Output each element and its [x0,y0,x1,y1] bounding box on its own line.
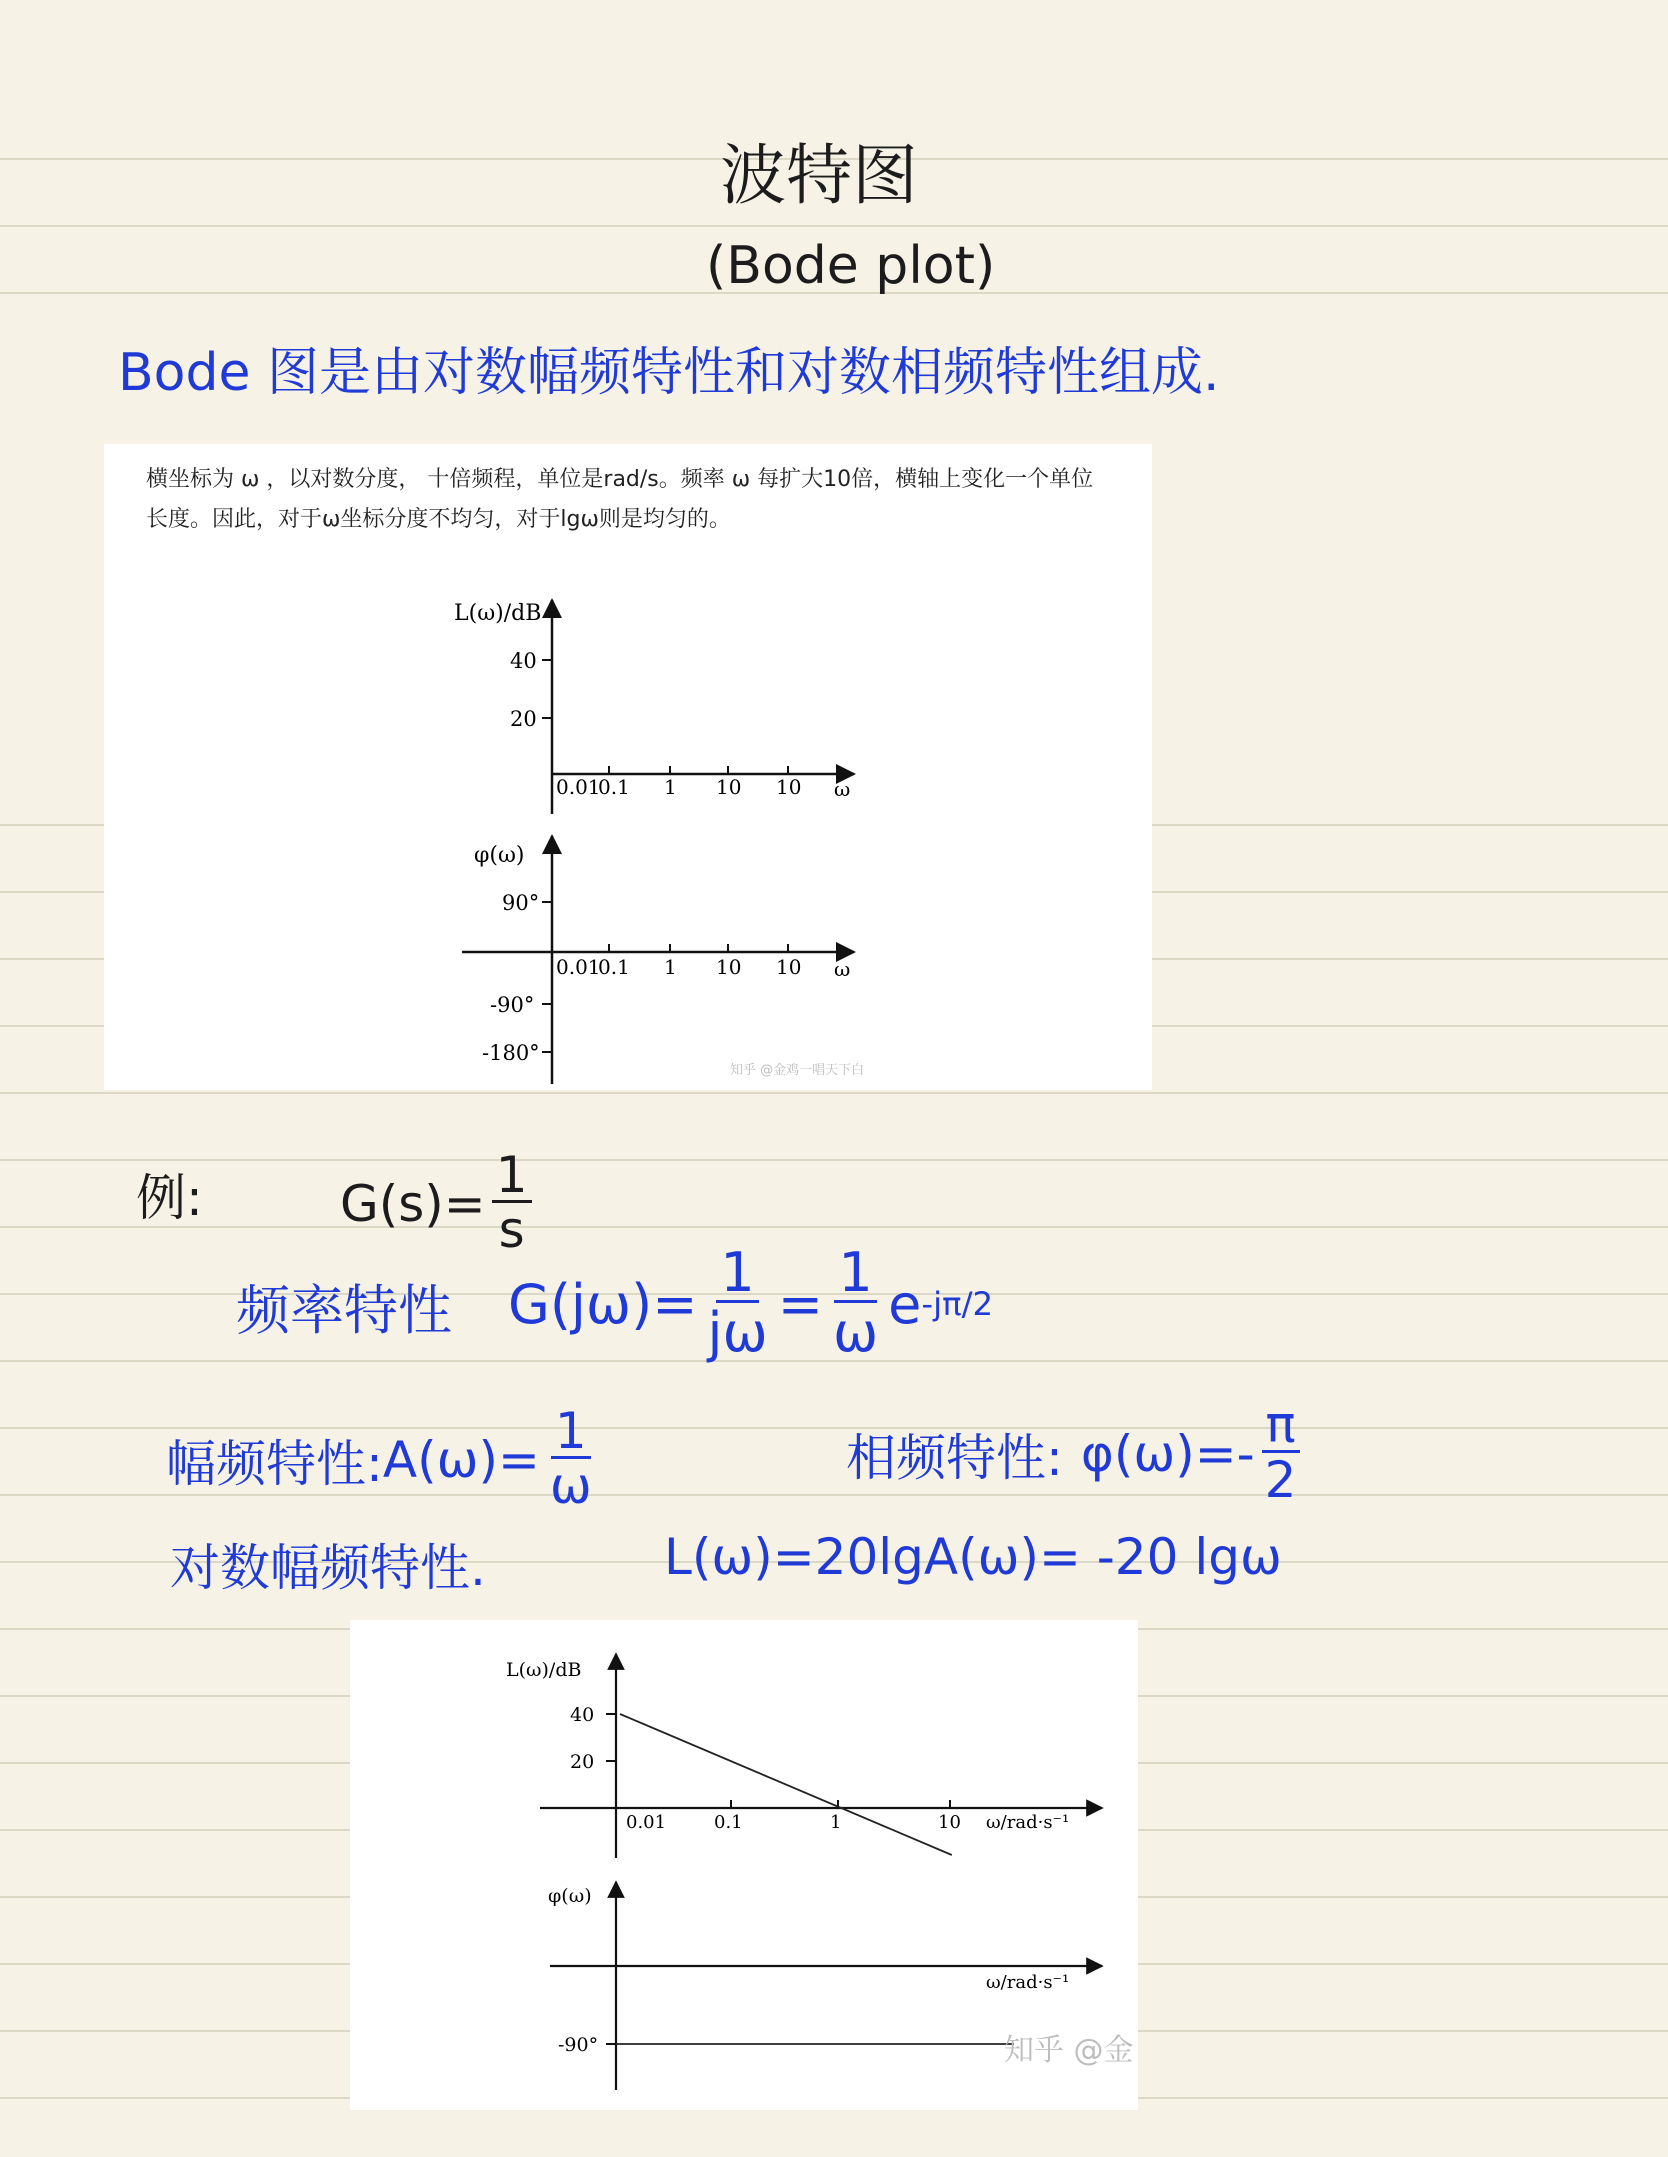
bode-plot [350,1620,1138,2110]
intro-note: Bode 图是由对数幅频特性和对数相频特性组成. [118,343,1220,403]
bode-magnitude-y-tick-label: 40 [570,1704,595,1726]
frequency-response-fraction [703,1241,771,1364]
log-magnitude-equation: L(ω)=20lgA(ω)= -20 lgω [664,1528,1282,1586]
phase-y-tick-label: -180° [482,1041,540,1065]
phase-response [846,1396,1306,1509]
transfer-function-fraction [492,1146,532,1259]
bode-magnitude-y-label: L(ω)/dB [506,1659,582,1681]
definition-line-2: 长度。因此，对于ω坐标分度不均匀，对于lgω则是均匀的。 [146,507,731,532]
page-title: 波特图 [720,137,918,214]
watermark: 知乎 @金鸡一唱天下白 [730,1063,865,1078]
exponential-base: e [888,1272,922,1336]
phase-x-tick-label: 10 [776,955,802,979]
transfer-function-lhs: G(s)= [340,1175,486,1233]
fraction-numerator: 1 [551,1406,591,1459]
bode-magnitude-x-tick-label: 1 [830,1812,842,1833]
amplitude-response-lhs: A(ω)= [382,1431,540,1489]
equals-sign: = [777,1272,823,1336]
phase-x-tick-label: 10 [716,955,742,979]
fraction-denominator: 2 [1264,1451,1297,1509]
magnitude-x-tick-label: 10 [776,775,802,799]
watermark: 知乎 @金 [1004,2033,1134,2068]
magnitude-y-tick-label: 40 [510,649,537,673]
bode-phase-y-label: φ(ω) [548,1885,592,1907]
phase-x-tick-label: 0.1 [598,955,630,979]
amplitude-response-fraction [546,1402,596,1515]
magnitude-x-tick-label: 0.1 [598,775,630,799]
amplitude-response [166,1402,602,1515]
phase-y-label: φ(ω) [474,843,525,868]
bode-magnitude-x-tick-label: 10 [938,1812,961,1833]
bode-magnitude-x-tick-label: 0.01 [626,1812,667,1833]
phase-response-lhs: φ(ω)=- [1080,1425,1255,1483]
fraction-denominator: s [498,1201,525,1259]
frequency-response-label: 频率特性 [236,1279,452,1342]
frequency-response-fraction-2 [829,1241,882,1364]
fraction-numerator: 1 [716,1246,758,1303]
amplitude-response-label: 幅频特性: [166,1435,383,1493]
bode-magnitude-x-label: ω/rad·s⁻¹ [986,1812,1070,1833]
phase-x-label: ω [834,957,851,981]
axes-diagram [104,444,1152,1090]
phase-y-tick-label: 90° [502,891,540,915]
magnitude-x-label: ω [834,777,851,801]
bode-phase-x-label: ω/rad·s⁻¹ [986,1972,1070,1993]
phase-x-tick-label: 1 [664,955,677,979]
notebook-rule [0,1159,1668,1161]
magnitude-x-tick-label: 10 [716,775,742,799]
page-subtitle: (Bode plot) [706,236,996,296]
magnitude-y-tick-label: 20 [510,707,537,731]
bode-magnitude-y-tick-label: 20 [570,1751,595,1773]
phase-response-fraction [1261,1396,1301,1509]
magnitude-curve [620,1714,952,1855]
frequency-response-equation [508,1241,994,1364]
bode-phase-y-tick-label: -90° [558,2034,599,2056]
log-magnitude-label: 对数幅频特性. [170,1539,486,1597]
phase-y-tick-label: -90° [490,993,535,1017]
bode-plot-card [350,1620,1138,2110]
definition-card [104,444,1152,1090]
frequency-response-lhs: G(jω)= [508,1272,698,1336]
exponential-power: -jπ/2 [921,1285,994,1324]
magnitude-y-label: L(ω)/dB [454,601,542,626]
fraction-denominator: ω [832,1301,879,1364]
definition-line-1: 横坐标为 ω ，以对数分度， 十倍频程，单位是rad/s。频率 ω 每扩大10倍，横轴上变化一个单位 [146,467,1094,492]
fraction-numerator: 1 [834,1246,876,1303]
notebook-rule [0,1092,1668,1094]
transfer-function [340,1146,538,1259]
notebook-rule [0,225,1668,227]
fraction-numerator: 1 [492,1150,532,1203]
bode-magnitude-x-tick-label: 0.1 [714,1812,743,1833]
example-label: 例: [136,1169,203,1227]
phase-x-tick-label: 0.01 [556,955,601,979]
fraction-numerator: π [1262,1400,1300,1453]
magnitude-x-tick-label: 1 [664,775,677,799]
notebook-rule [0,1226,1668,1228]
phase-response-label: 相频特性: [846,1429,1063,1487]
fraction-denominator: ω [549,1457,592,1515]
fraction-denominator: jω [707,1301,768,1364]
magnitude-x-tick-label: 0.01 [556,775,601,799]
